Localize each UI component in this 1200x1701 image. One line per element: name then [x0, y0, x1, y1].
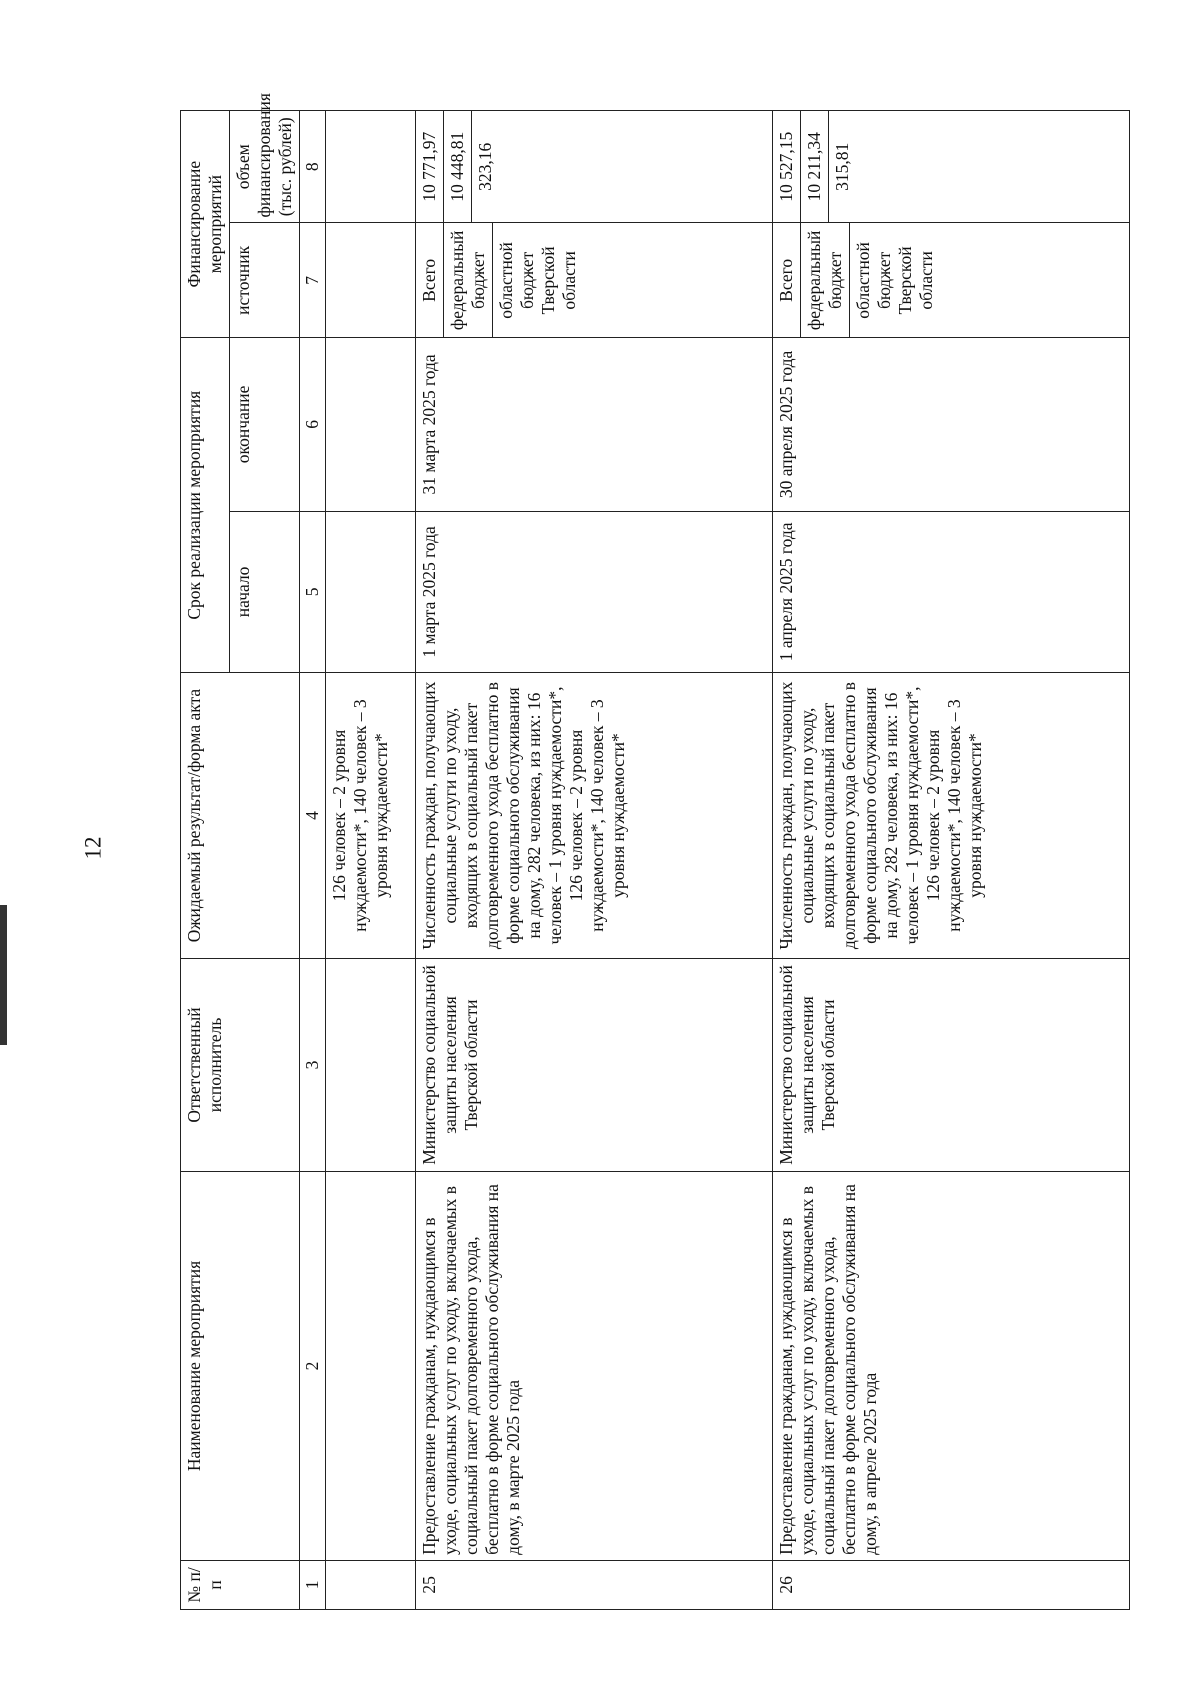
end-date: 30 апреля 2025 года: [773, 338, 1130, 511]
funding-amounts: [416, 111, 773, 223]
funding-amounts: [773, 111, 1130, 223]
funding-source: федеральный бюджет: [444, 223, 493, 337]
funding-amount: 315,81: [832, 142, 852, 191]
funding-amount: 10 448,81: [444, 111, 472, 222]
header-name: Наименование мероприятия: [181, 1172, 300, 1561]
column-number: 7: [300, 223, 326, 338]
executor: Министерство социальной защиты населения Тверской области: [773, 958, 1130, 1171]
measures-table: [180, 93, 1130, 1610]
column-number: 8: [300, 111, 326, 223]
header-start: начало: [230, 511, 300, 673]
end-date: 31 марта 2025 года: [416, 338, 773, 511]
scan-edge-mark: [0, 905, 7, 1045]
expected-result: Численность граждан, получающих социальные услуги по уходу, входящих в социальный пакет долговременного ухода бесплатно в форме социального обслуживания на дому, 282 человека, из них: 16 человек – 1 уровня нуждаемости*, 126 человек – 2 уровня нуждаемости*, 140 человек – 3 уровня нуждаемости*: [416, 673, 773, 959]
funding-source: Всего: [416, 223, 444, 337]
column-number: 6: [300, 338, 326, 511]
row-number: 26: [773, 1560, 1130, 1609]
page-number: 12: [80, 836, 106, 860]
funding-source: областной бюджет Тверской области: [496, 242, 579, 319]
executor: Министерство социальной защиты населения Тверской области: [416, 958, 773, 1171]
header-term: Срок реализации мероприятия: [181, 338, 230, 673]
header-executor: Ответственный исполнитель: [181, 958, 300, 1171]
column-number: 3: [300, 958, 326, 1171]
table-row-continuation: [326, 111, 416, 1610]
header-result: Ожидаемый результат/форма акта: [181, 673, 300, 959]
column-number: 5: [300, 511, 326, 673]
funding-amount: 10 771,97: [416, 111, 444, 222]
column-number: 2: [300, 1172, 326, 1561]
measure-name: Предоставление гражданам, нуждающимся в уходе, социальных услуг по уходу, включаемых в социальный пакет долговременного ухода, бесплатно в форме социального обслуживания на дому, в марте 2025 года: [416, 1172, 773, 1561]
funding-amount: 10 527,15: [773, 111, 801, 222]
table-row: [773, 111, 1130, 1610]
measure-name: Предоставление гражданам, нуждающимся в уходе, социальных услуг по уходу, включаемых в социальный пакет долговременного ухода, бесплатно в форме социального обслуживания на дому, в апреле 2025 года: [773, 1172, 1130, 1561]
column-number: 1: [300, 1560, 326, 1609]
header-num: № п/п: [181, 1560, 300, 1609]
funding-source: областной бюджет Тверской области: [853, 242, 936, 319]
start-date: 1 марта 2025 года: [416, 511, 773, 673]
funding-source: Всего: [773, 223, 801, 337]
row-number: 25: [416, 1560, 773, 1609]
start-date: 1 апреля 2025 года: [773, 511, 1130, 673]
table-row: [416, 111, 773, 1610]
header-source: источник: [230, 223, 300, 338]
expected-result: Численность граждан, получающих социальные услуги по уходу, входящих в социальный пакет долговременного ухода бесплатно в форме социального обслуживания на дому, 282 человека, из них: 16 человек – 1 уровня нуждаемости*, 126 человек – 2 уровня нуждаемости*, 140 человек – 3 уровня нуждаемости*: [773, 673, 1130, 959]
funding-source: федеральный бюджет: [801, 223, 850, 337]
continuation-result: 126 человек – 2 уровня нуждаемости*, 140 человек – 3 уровня нуждаемости*: [326, 673, 416, 959]
header-financing: Финансирование мероприятий: [181, 111, 230, 338]
funding-amount: 10 211,34: [801, 111, 829, 222]
column-numbers-row: [300, 111, 326, 1610]
rotated-table-container: [180, 93, 1120, 1610]
funding-amount: 323,16: [475, 142, 495, 191]
header-amount: объем финансирования (тыс. рублей): [230, 111, 300, 223]
funding-sources: [773, 223, 1130, 338]
funding-sources: [416, 223, 773, 338]
header-end: окончание: [230, 338, 300, 511]
column-number: 4: [300, 673, 326, 959]
